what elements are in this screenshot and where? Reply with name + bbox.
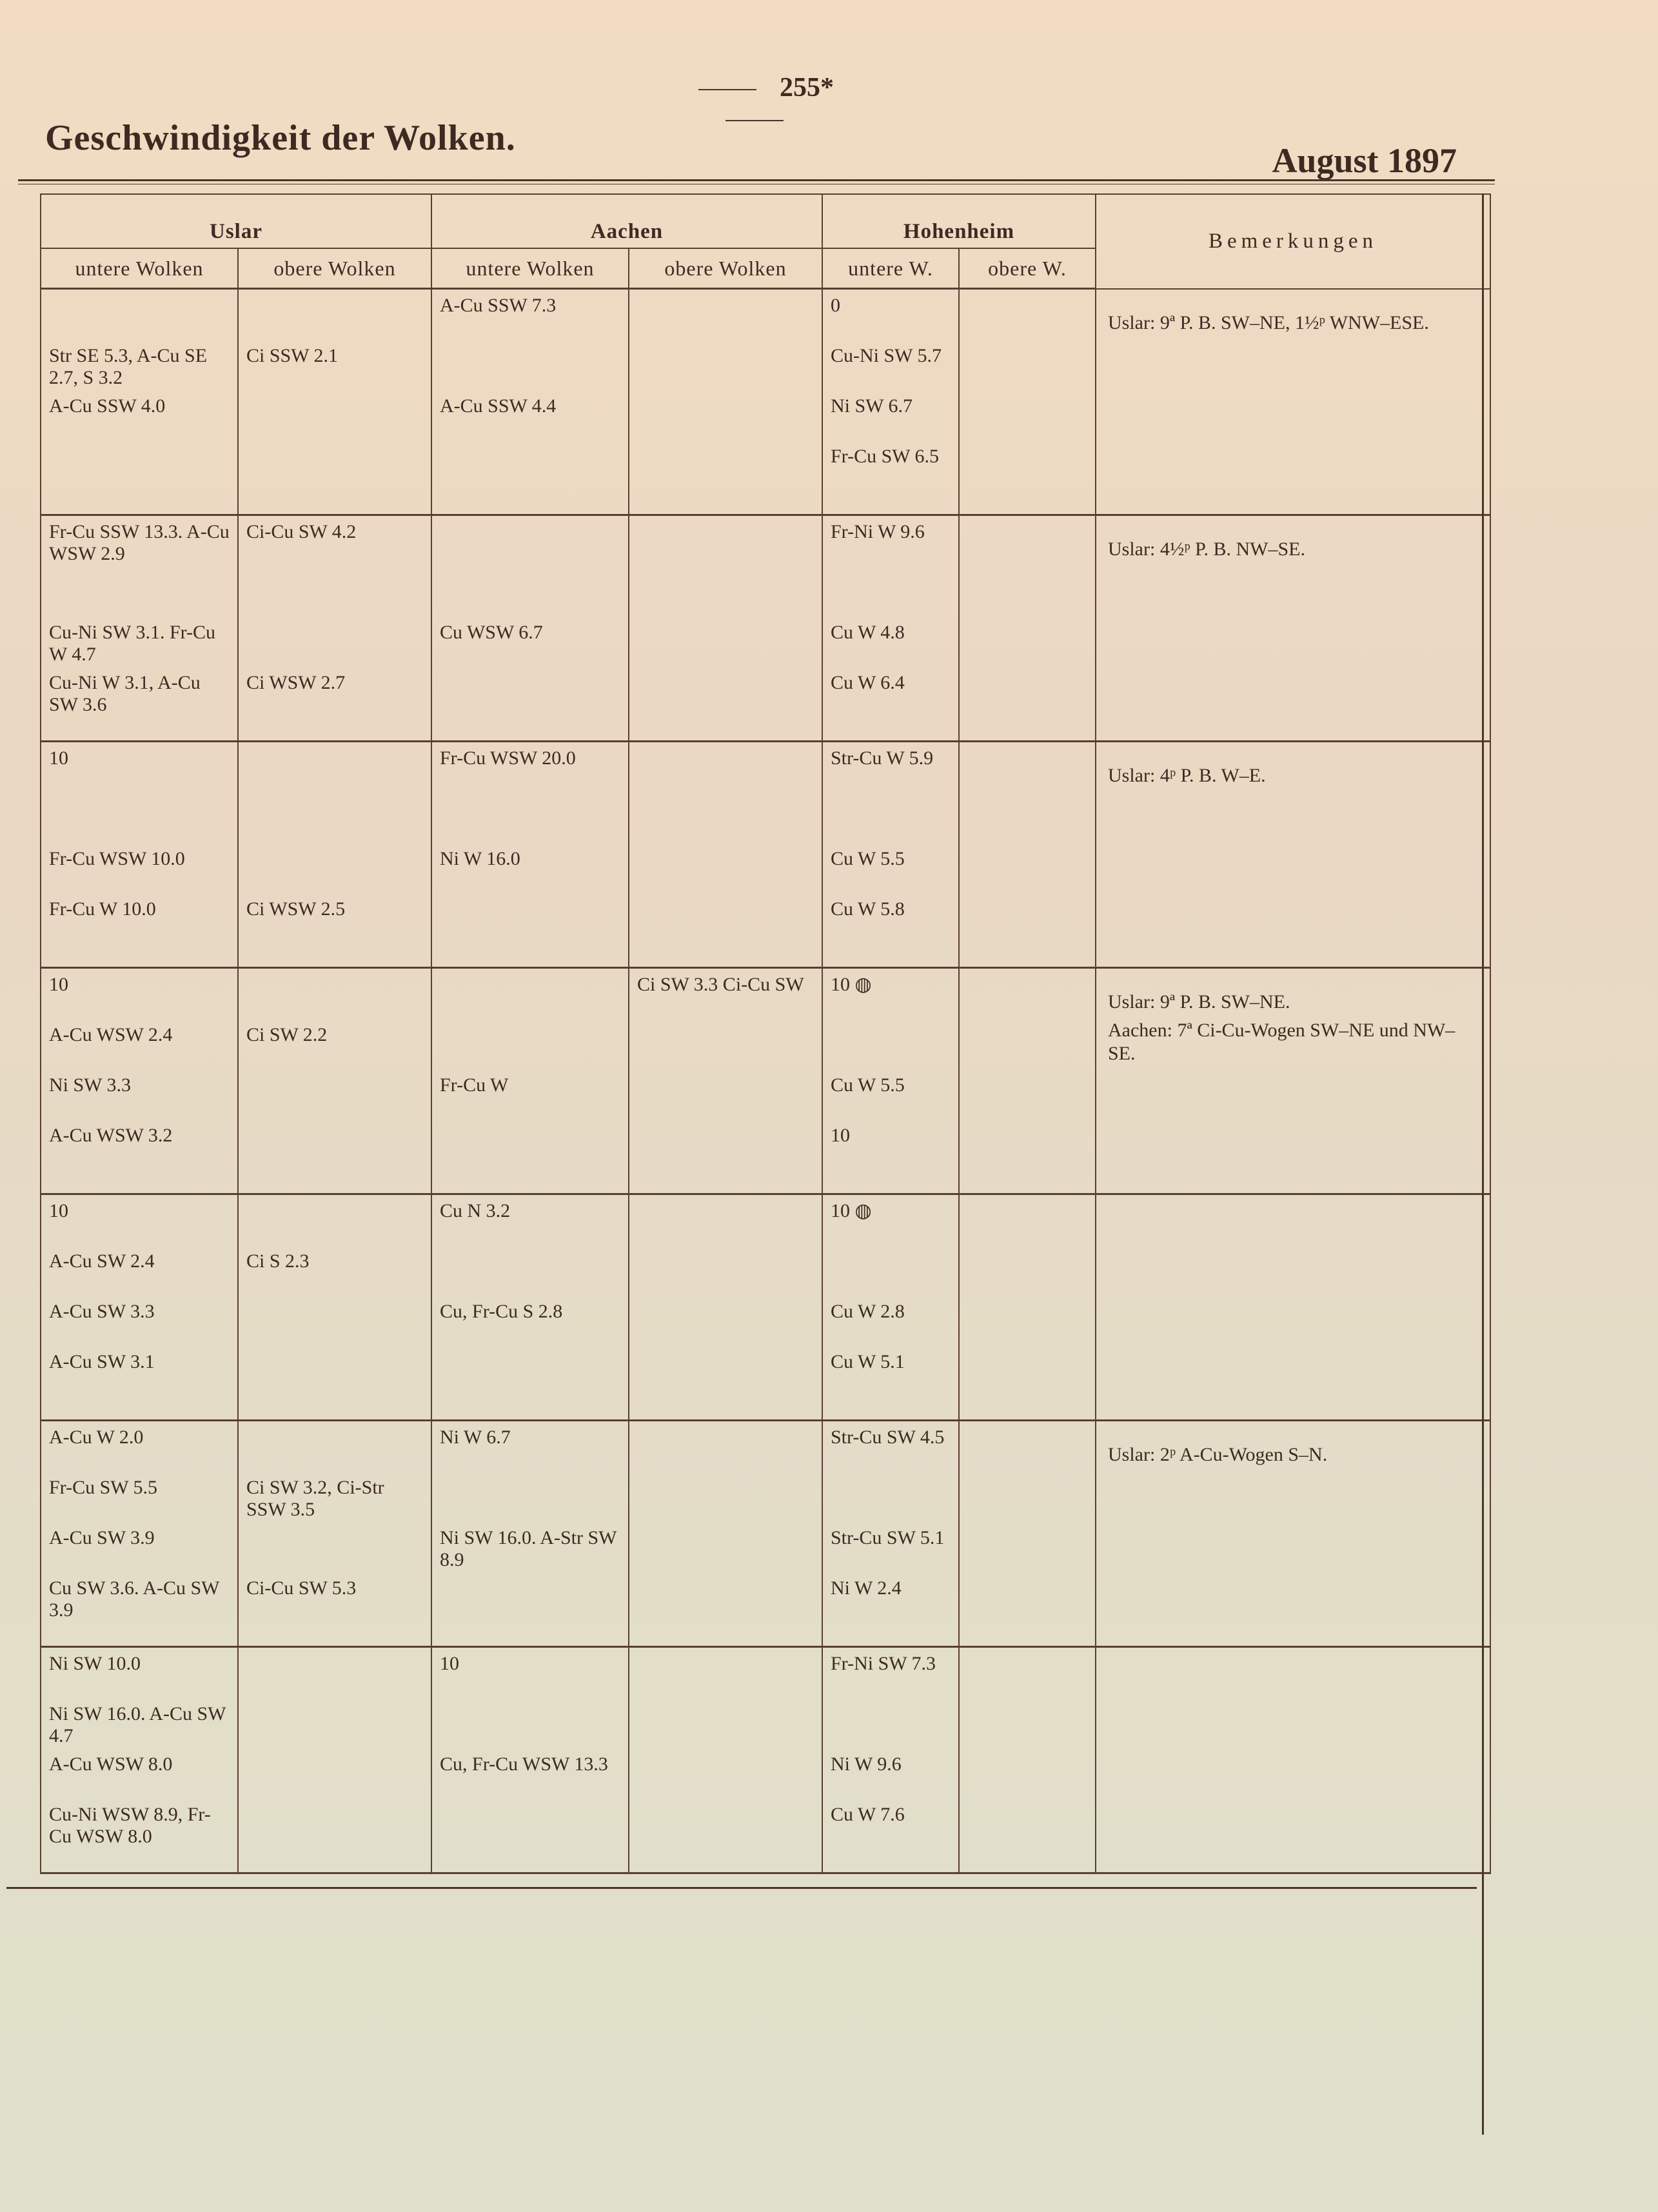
observation: Cu SW 3.6. A-Cu SW 3.9 xyxy=(49,1577,219,1621)
cell-uslar-upper xyxy=(238,1194,431,1421)
cell-uslar-upper xyxy=(238,1421,431,1647)
cell-aachen-upper xyxy=(629,968,822,1194)
day-row xyxy=(41,742,1490,968)
cell-hohenheim-upper xyxy=(959,968,1096,1194)
observation xyxy=(239,1346,431,1396)
observation xyxy=(629,1245,822,1296)
observation: A-Cu SW 3.1 xyxy=(49,1351,155,1372)
observation xyxy=(629,1421,822,1472)
cell-hohenheim-lower xyxy=(822,1647,959,1873)
observation xyxy=(960,667,1095,717)
observation: Cu W 4.8 xyxy=(831,622,905,643)
cell-remarks xyxy=(1096,742,1490,968)
observation xyxy=(960,1522,1095,1572)
header-aachen: Aachen xyxy=(431,194,822,248)
cell-aachen-lower xyxy=(431,742,629,968)
observation: A-Cu SSW 4.4 xyxy=(440,395,557,417)
remark: Uslar: 2ᵖ A-Cu-Wogen S–N. xyxy=(1108,1444,1328,1465)
observation xyxy=(432,1572,628,1623)
observation xyxy=(960,1019,1095,1069)
observation: Ni W 16.0 xyxy=(440,848,520,869)
observation: Cu-Ni SW 5.7 xyxy=(831,345,942,366)
day-row xyxy=(41,1647,1490,1873)
observation: 10 ◍ xyxy=(831,974,872,995)
observation xyxy=(629,340,822,390)
observation xyxy=(960,1572,1095,1623)
observation: Cu, Fr-Cu S 2.8 xyxy=(440,1301,563,1322)
observation: Fr-Cu W 10.0 xyxy=(49,898,156,920)
observation xyxy=(629,1296,822,1346)
header-uslar-lower: untere Wolken xyxy=(41,248,238,289)
cell-uslar-upper xyxy=(238,289,431,515)
observation xyxy=(960,969,1095,1019)
observation: 10 ◍ xyxy=(831,1200,872,1221)
header-hohenheim: Hohenheim xyxy=(822,194,1096,248)
observation xyxy=(432,1019,628,1069)
observation xyxy=(239,390,431,440)
cell-remarks xyxy=(1096,289,1490,515)
observation: 0 xyxy=(831,295,840,316)
observation xyxy=(960,1120,1095,1170)
observation xyxy=(432,516,628,566)
observation xyxy=(629,843,822,893)
observation: Fr-Cu SW 5.5 xyxy=(49,1477,158,1498)
cell-remarks xyxy=(1096,515,1490,742)
observation xyxy=(239,566,431,617)
observation xyxy=(823,1019,958,1069)
observation xyxy=(239,617,431,667)
right-rule xyxy=(1482,193,1484,2135)
observation xyxy=(41,440,237,491)
header-hohenheim-upper: obere W. xyxy=(959,248,1096,289)
remark: Aachen: 7ª Ci-Cu-Wogen SW–NE und NW–SE. xyxy=(1108,1020,1456,1064)
observation xyxy=(239,1421,431,1472)
cell-aachen-upper xyxy=(629,289,822,515)
observation: Cu-Ni W 3.1, A-Cu SW 3.6 xyxy=(49,672,201,715)
observation: A-Cu WSW 8.0 xyxy=(49,1753,173,1775)
observation: Cu W 5.5 xyxy=(831,848,905,869)
observation xyxy=(239,1698,431,1748)
observation xyxy=(432,1346,628,1396)
observation: A-Cu SSW 7.3 xyxy=(440,295,557,316)
observation xyxy=(629,617,822,667)
observation xyxy=(960,440,1095,491)
cell-uslar-lower xyxy=(41,1647,238,1873)
observation: A-Cu WSW 2.4 xyxy=(49,1024,173,1045)
cell-hohenheim-lower xyxy=(822,742,959,968)
observation: Cu W 7.6 xyxy=(831,1804,905,1825)
observation xyxy=(960,340,1095,390)
cell-aachen-lower xyxy=(431,289,629,515)
observation: Str-Cu SW 5.1 xyxy=(831,1527,945,1548)
observation: 10 xyxy=(831,1125,850,1146)
observation: Ci SW 3.3 Ci-Cu SW xyxy=(637,974,804,995)
observation xyxy=(960,742,1095,793)
observation xyxy=(960,843,1095,893)
observation: Fr-Cu SW 6.5 xyxy=(831,446,940,467)
observation xyxy=(629,566,822,617)
observation: Ci SW 2.2 xyxy=(246,1024,328,1045)
observation: Cu-Ni WSW 8.9, Fr-Cu WSW 8.0 xyxy=(49,1804,211,1847)
observation xyxy=(629,1522,822,1572)
observation xyxy=(823,1472,958,1522)
observation xyxy=(960,1195,1095,1245)
day-row xyxy=(41,515,1490,742)
day-row xyxy=(41,289,1490,515)
observation: Ni SW 6.7 xyxy=(831,395,913,417)
observation xyxy=(629,1748,822,1799)
observation: Ni W 2.4 xyxy=(831,1577,902,1599)
header-remarks: Bemerkungen xyxy=(1096,194,1490,289)
observation: A-Cu SSW 4.0 xyxy=(49,395,166,417)
observation: Fr-Cu WSW 10.0 xyxy=(49,848,185,869)
observation xyxy=(960,1472,1095,1522)
observation xyxy=(629,516,822,566)
observation: Cu N 3.2 xyxy=(440,1200,511,1221)
cell-aachen-lower xyxy=(431,515,629,742)
observation xyxy=(823,1698,958,1748)
observation xyxy=(239,969,431,1019)
observation xyxy=(432,566,628,617)
cell-aachen-upper xyxy=(629,742,822,968)
bottom-rule xyxy=(6,1887,1477,1889)
observation xyxy=(432,969,628,1019)
observation xyxy=(432,1799,628,1849)
observation xyxy=(432,340,628,390)
cell-aachen-lower xyxy=(431,1421,629,1647)
cell-uslar-lower xyxy=(41,1421,238,1647)
observation xyxy=(960,1421,1095,1472)
header-aachen-lower: untere Wolken xyxy=(431,248,629,289)
cell-aachen-lower xyxy=(431,1194,629,1421)
observation xyxy=(41,290,237,340)
day-row xyxy=(41,968,1490,1194)
observation xyxy=(629,667,822,717)
observation: 10 xyxy=(440,1653,459,1674)
observation xyxy=(41,793,237,843)
remark: Uslar: 4½ᵖ P. B. NW–SE. xyxy=(1108,538,1306,560)
cloud-speed-table xyxy=(40,193,1491,1874)
cell-remarks xyxy=(1096,1194,1490,1421)
observation: Str-Cu W 5.9 xyxy=(831,747,934,769)
observation xyxy=(239,290,431,340)
observation xyxy=(629,1346,822,1396)
page-title: Geschwindigkeit der Wolken. xyxy=(45,118,516,158)
observation xyxy=(239,1120,431,1170)
observation xyxy=(629,290,822,340)
observation xyxy=(629,1799,822,1849)
observation: A-Cu WSW 3.2 xyxy=(49,1125,173,1146)
header-hohenheim-lower: untere W. xyxy=(822,248,959,289)
observation xyxy=(629,440,822,491)
observation xyxy=(960,566,1095,617)
observation: A-Cu SW 3.9 xyxy=(49,1527,155,1548)
observation xyxy=(823,1245,958,1296)
observation xyxy=(960,1648,1095,1698)
observation: Ci WSW 2.7 xyxy=(246,672,346,693)
observation: Ni SW 16.0. A-Cu SW 4.7 xyxy=(49,1703,226,1746)
remark: Uslar: 9ª P. B. SW–NE, 1½ᵖ WNW–ESE. xyxy=(1108,311,1429,333)
observation xyxy=(960,1245,1095,1296)
header-uslar: Uslar xyxy=(41,194,431,248)
observation: Ci SW 3.2, Ci-Str SSW 3.5 xyxy=(246,1477,384,1520)
cell-hohenheim-upper xyxy=(959,515,1096,742)
cell-remarks xyxy=(1096,968,1490,1194)
observation xyxy=(960,793,1095,843)
observation: A-Cu SW 3.3 xyxy=(49,1301,155,1322)
observation: 10 xyxy=(49,747,68,769)
cell-aachen-upper xyxy=(629,515,822,742)
observation xyxy=(432,793,628,843)
observation xyxy=(239,1069,431,1120)
observation xyxy=(823,793,958,843)
cell-hohenheim-upper xyxy=(959,289,1096,515)
cell-remarks xyxy=(1096,1647,1490,1873)
cell-hohenheim-upper xyxy=(959,1647,1096,1873)
observation xyxy=(239,1296,431,1346)
cell-hohenheim-lower xyxy=(822,1194,959,1421)
observation xyxy=(629,1572,822,1623)
observation xyxy=(960,1346,1095,1396)
observation: Cu W 5.5 xyxy=(831,1074,905,1096)
observation xyxy=(960,1069,1095,1120)
cell-uslar-lower xyxy=(41,742,238,968)
observation xyxy=(629,1069,822,1120)
cell-aachen-lower xyxy=(431,1647,629,1873)
observation xyxy=(239,843,431,893)
observation xyxy=(239,1195,431,1245)
cell-aachen-upper xyxy=(629,1194,822,1421)
observation xyxy=(41,566,237,617)
observation: Fr-Cu WSW 20.0 xyxy=(440,747,576,769)
observation: Fr-Ni SW 7.3 xyxy=(831,1653,936,1674)
observation: Cu W 5.1 xyxy=(831,1351,905,1372)
observation xyxy=(432,893,628,943)
cell-hohenheim-lower xyxy=(822,515,959,742)
cell-uslar-upper xyxy=(238,968,431,1194)
observation xyxy=(432,1245,628,1296)
cell-hohenheim-upper xyxy=(959,742,1096,968)
observation xyxy=(629,1120,822,1170)
observation xyxy=(629,742,822,793)
observation xyxy=(432,1120,628,1170)
observation xyxy=(432,667,628,717)
observation xyxy=(960,1698,1095,1748)
observation xyxy=(629,1698,822,1748)
cell-remarks xyxy=(1096,1421,1490,1647)
observation xyxy=(629,893,822,943)
observation xyxy=(629,1472,822,1522)
remark: Uslar: 4ᵖ P. B. W–E. xyxy=(1108,765,1266,786)
observation xyxy=(239,742,431,793)
observation: Cu W 6.4 xyxy=(831,672,905,693)
top-rule xyxy=(18,179,1495,184)
observation xyxy=(960,390,1095,440)
observation: Cu-Ni SW 3.1. Fr-Cu W 4.7 xyxy=(49,622,216,665)
observation: Ni W 9.6 xyxy=(831,1753,902,1775)
observation xyxy=(629,793,822,843)
header-uslar-upper: obere Wolken xyxy=(238,248,431,289)
observation xyxy=(239,1799,431,1849)
observation xyxy=(629,1195,822,1245)
observation: Ci-Cu SW 4.2 xyxy=(246,521,357,542)
observation: Str-Cu SW 4.5 xyxy=(831,1427,945,1448)
cell-aachen-lower xyxy=(431,968,629,1194)
observation: Cu WSW 6.7 xyxy=(440,622,543,643)
observation: 10 xyxy=(49,974,68,995)
page-number: 255* xyxy=(638,72,871,134)
observation xyxy=(239,1522,431,1572)
observation xyxy=(823,566,958,617)
observation: A-Cu W 2.0 xyxy=(49,1427,144,1448)
observation xyxy=(432,1698,628,1748)
observation: Str SE 5.3, A-Cu SE 2.7, S 3.2 xyxy=(49,345,208,388)
observation xyxy=(629,1648,822,1698)
observation: Fr-Cu W xyxy=(440,1074,509,1096)
cell-aachen-upper xyxy=(629,1421,822,1647)
cell-uslar-lower xyxy=(41,1194,238,1421)
cell-hohenheim-lower xyxy=(822,968,959,1194)
header-aachen-upper: obere Wolken xyxy=(629,248,822,289)
remark: Uslar: 9ª P. B. SW–NE. xyxy=(1108,991,1290,1012)
observation: Ci-Cu SW 5.3 xyxy=(246,1577,357,1599)
observation xyxy=(629,390,822,440)
cell-hohenheim-upper xyxy=(959,1421,1096,1647)
observation: Ci SSW 2.1 xyxy=(246,345,338,366)
observation: Ci WSW 2.5 xyxy=(246,898,346,920)
observation xyxy=(239,440,431,491)
observation xyxy=(239,793,431,843)
observation xyxy=(432,440,628,491)
day-row xyxy=(41,1421,1490,1647)
cell-uslar-upper xyxy=(238,515,431,742)
observation xyxy=(960,1296,1095,1346)
cell-hohenheim-upper xyxy=(959,1194,1096,1421)
observation: Ni SW 16.0. A-Str SW 8.9 xyxy=(440,1527,617,1570)
observation xyxy=(960,617,1095,667)
observation: Ci S 2.3 xyxy=(246,1250,310,1272)
observation: Fr-Cu SSW 13.3. A-Cu WSW 2.9 xyxy=(49,521,230,564)
observation: Cu W 5.8 xyxy=(831,898,905,920)
observation: Ni SW 3.3 xyxy=(49,1074,131,1096)
observation: Fr-Ni W 9.6 xyxy=(831,521,925,542)
cell-hohenheim-lower xyxy=(822,289,959,515)
cell-uslar-upper xyxy=(238,1647,431,1873)
cell-hohenheim-lower xyxy=(822,1421,959,1647)
observation: 10 xyxy=(49,1200,68,1221)
observation: Ni W 6.7 xyxy=(440,1427,511,1448)
observation: Ni SW 10.0 xyxy=(49,1653,141,1674)
observation xyxy=(432,1472,628,1522)
observation: A-Cu SW 2.4 xyxy=(49,1250,155,1272)
cell-uslar-upper xyxy=(238,742,431,968)
observation xyxy=(960,893,1095,943)
observation xyxy=(629,1019,822,1069)
cell-uslar-lower xyxy=(41,289,238,515)
month-label: August 1897 xyxy=(1272,141,1457,180)
cell-aachen-upper xyxy=(629,1647,822,1873)
day-row xyxy=(41,1194,1490,1421)
cell-uslar-lower xyxy=(41,968,238,1194)
observation xyxy=(960,1799,1095,1849)
observation xyxy=(239,1748,431,1799)
observation: Cu, Fr-Cu WSW 13.3 xyxy=(440,1753,608,1775)
observation xyxy=(960,1748,1095,1799)
cell-uslar-lower xyxy=(41,515,238,742)
observation: Cu W 2.8 xyxy=(831,1301,905,1322)
observation xyxy=(239,1648,431,1698)
observation xyxy=(960,290,1095,340)
observation xyxy=(960,516,1095,566)
